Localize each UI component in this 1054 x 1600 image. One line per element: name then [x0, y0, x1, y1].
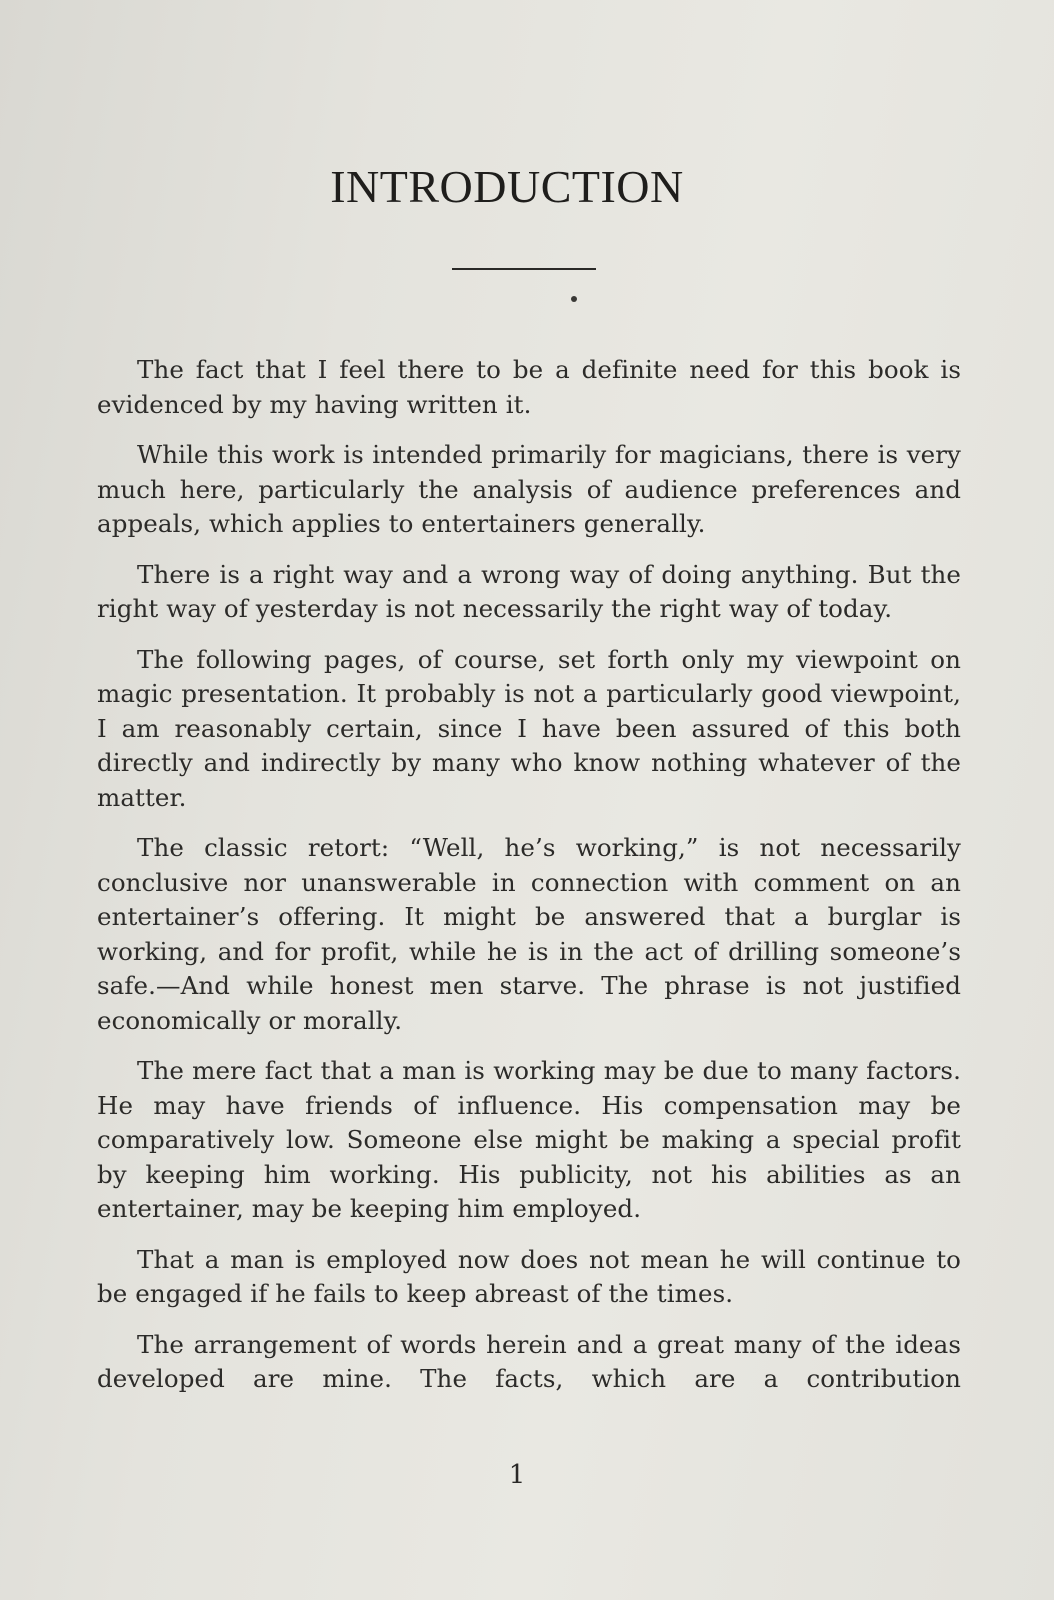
- paragraph: While this work is intended primarily for magicians, there is very much here, particularly the analysis of audience preferences and appeals, which applies to entertainers generally.: [97, 440, 961, 538]
- body-text: [97, 353, 961, 1413]
- title-rule: [452, 268, 596, 270]
- page-number: 1: [508, 1460, 526, 1490]
- paragraph: The following pages, of course, set forth only my viewpoint on magic presentation. It probably is not a particularly good viewpoint, I am reasonably certain, since I have been assured of this both directly and indirectly by many who know nothing whatever of the matter.: [97, 644, 961, 812]
- paragraph: The mere fact that a man is working may be due to many factors. He may have friends of influence. His compensation may be comparatively low. Someone else might be making a special profit by keeping him working. His publicity, not his abilities as an entertainer, may be keeping him employed.: [97, 1056, 961, 1223]
- ornament-dot: [571, 296, 577, 302]
- paragraph: That a man is employed now does not mean he will continue to be engaged if he fails to keep abreast of the times.: [97, 1244, 961, 1308]
- chapter-title: INTRODUCTION: [330, 161, 684, 212]
- paragraph: The classic retort: “Well, he’s working,” is not necessarily conclusive nor unanswerable in connection with comment on an entertainer’s offering. It might be answered that a burglar is working, and for profit, while he is in the act of drilling someone’s safe.—And while honest men starve. The phrase is not justified economically or morally.: [97, 833, 961, 1035]
- paragraph: The arrangement of words herein and a great many of the ideas developed are mine. The facts, which are a contribution: [97, 1329, 961, 1393]
- paragraph: The fact that I feel there to be a definite need for this book is evidenced by my having written it.: [97, 355, 961, 419]
- paragraph: There is a right way and a wrong way of doing anything. But the right way of yesterday is not necessarily the right way of today.: [97, 559, 961, 623]
